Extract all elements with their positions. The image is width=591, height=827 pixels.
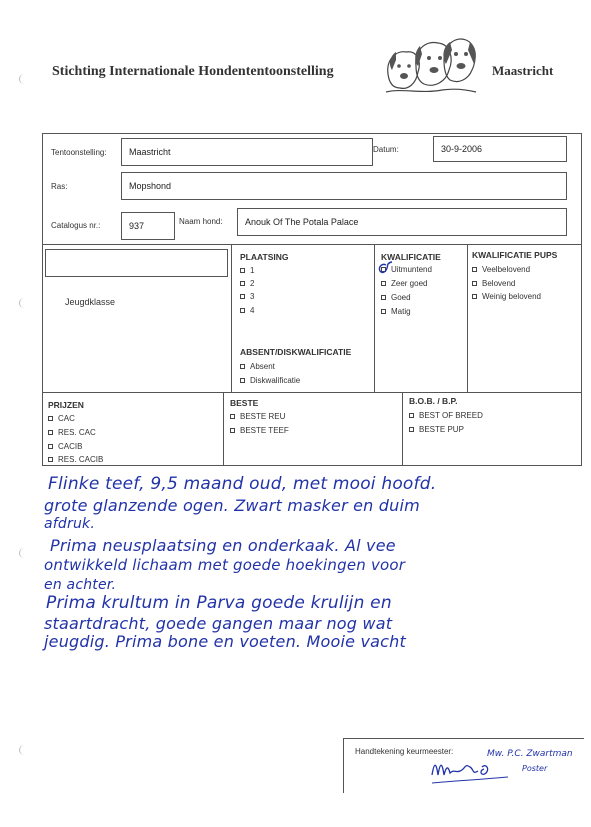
checkbox[interactable] <box>48 430 53 435</box>
catalog-field[interactable]: 937 <box>121 212 175 240</box>
qualification-option-checked[interactable]: Uitmuntend <box>381 265 432 274</box>
placing-title: PLAATSING <box>240 252 289 262</box>
disqualification-option[interactable]: Diskwalificatie <box>240 376 300 385</box>
placing-option[interactable]: 4 <box>240 306 254 315</box>
punch-hole <box>19 74 29 84</box>
checkbox[interactable] <box>48 416 53 421</box>
checkbox[interactable] <box>48 444 53 449</box>
divider <box>43 244 581 245</box>
divider <box>402 392 403 466</box>
puppies-logo-icon <box>382 30 478 100</box>
date-field[interactable]: 30-9-2006 <box>433 136 567 162</box>
breed-label: Ras: <box>51 182 68 191</box>
signature-place: Poster <box>522 764 548 773</box>
prize-option[interactable]: RES. CACIB <box>48 455 103 464</box>
divider <box>467 244 468 392</box>
pups-option[interactable]: Belovend <box>472 279 515 288</box>
absent-option[interactable]: Absent <box>240 362 275 371</box>
best-title: BESTE <box>230 398 259 408</box>
checkbox[interactable] <box>381 309 386 314</box>
divider <box>231 244 232 392</box>
show-label: Tentoonstelling: <box>51 148 107 157</box>
report-line: en achter. <box>44 577 117 593</box>
placing-option[interactable]: 1 <box>240 266 254 275</box>
checkbox[interactable] <box>240 364 245 369</box>
catalog-label: Catalogus nr.: <box>51 221 101 230</box>
qualification-title: KWALIFICATIE <box>381 252 441 262</box>
signature-label: Handtekening keurmeester: <box>355 747 454 756</box>
checkbox[interactable] <box>472 267 477 272</box>
organization-city: Maastricht <box>492 63 554 78</box>
report-line: jeugdig. Prima bone en voeten. Mooie vacht <box>44 632 406 651</box>
report-line: staartdracht, goede gangen maar nog wat <box>44 614 393 633</box>
bob-option[interactable]: BEST OF BREED <box>409 411 483 420</box>
placing-option[interactable]: 2 <box>240 279 254 288</box>
qualification-pups-title: KWALIFICATIE PUPS <box>472 250 558 260</box>
class-value: Jeugdklasse <box>65 297 116 307</box>
date-label: Datum: <box>373 145 399 154</box>
checkbox[interactable] <box>230 414 235 419</box>
dog-name-label: Naam hond: <box>179 217 223 226</box>
absent-title: ABSENT/DISKWALIFICATIE <box>240 347 352 357</box>
report-line: afdruk. <box>44 516 95 532</box>
breed-field[interactable]: Mopshond <box>121 172 567 200</box>
checkbox[interactable] <box>381 281 386 286</box>
punch-hole <box>19 298 29 308</box>
show-field[interactable]: Maastricht <box>121 138 373 166</box>
prize-option[interactable]: RES. CAC <box>48 428 96 437</box>
prizes-title: PRIJZEN <box>48 400 84 410</box>
prize-option[interactable]: CAC <box>48 414 75 423</box>
checkbox[interactable] <box>230 428 235 433</box>
punch-hole <box>19 745 29 755</box>
best-option[interactable]: BESTE TEEF <box>230 426 289 435</box>
prize-option[interactable]: CACIB <box>48 442 82 451</box>
divider <box>223 392 224 466</box>
checkbox[interactable] <box>48 457 53 462</box>
checkbox[interactable] <box>381 295 386 300</box>
checkbox[interactable] <box>240 378 245 383</box>
report-line: Prima neusplaatsing en onderkaak. Al vee <box>50 536 396 555</box>
bob-title: B.O.B. / B.P. <box>409 396 458 406</box>
placing-option[interactable]: 3 <box>240 292 254 301</box>
checkbox[interactable] <box>240 268 245 273</box>
pups-option[interactable]: Weinig belovend <box>472 292 541 301</box>
pups-option[interactable]: Veelbelovend <box>472 265 530 274</box>
report-line: ontwikkeld lichaam met goede hoekingen voor <box>44 556 406 574</box>
report-line: grote glanzende ogen. Zwart masker en duim <box>44 496 420 515</box>
signature-name: Mw. P.C. Zwartman <box>487 749 573 759</box>
organization-title: Stichting Internationale Hondententoonstelling <box>52 64 334 79</box>
checkbox[interactable] <box>240 308 245 313</box>
report-line: Flinke teef, 9,5 maand oud, met mooi hoofd. <box>48 474 437 494</box>
checkbox[interactable] <box>472 294 477 299</box>
qualification-option[interactable]: Zeer goed <box>381 279 427 288</box>
check-mark-icon <box>377 261 393 275</box>
bob-option[interactable]: BESTE PUP <box>409 425 464 434</box>
divider <box>43 392 581 393</box>
checkbox[interactable] <box>409 413 414 418</box>
checkbox[interactable] <box>472 281 477 286</box>
checkbox[interactable] <box>409 427 414 432</box>
divider <box>374 244 375 392</box>
signature-box <box>343 738 584 793</box>
qualification-option[interactable]: Matig <box>381 307 411 316</box>
checkbox[interactable] <box>240 281 245 286</box>
class-input[interactable] <box>45 249 228 277</box>
checkbox-checked[interactable] <box>381 267 386 272</box>
qualification-option[interactable]: Goed <box>381 293 411 302</box>
punch-hole <box>19 548 29 558</box>
checkbox[interactable] <box>240 294 245 299</box>
judging-form <box>42 133 582 466</box>
dog-name-field[interactable]: Anouk Of The Potala Palace <box>237 208 567 236</box>
report-line: Prima krultum in Parva goede krulijn en <box>46 593 392 613</box>
best-option[interactable]: BESTE REU <box>230 412 285 421</box>
